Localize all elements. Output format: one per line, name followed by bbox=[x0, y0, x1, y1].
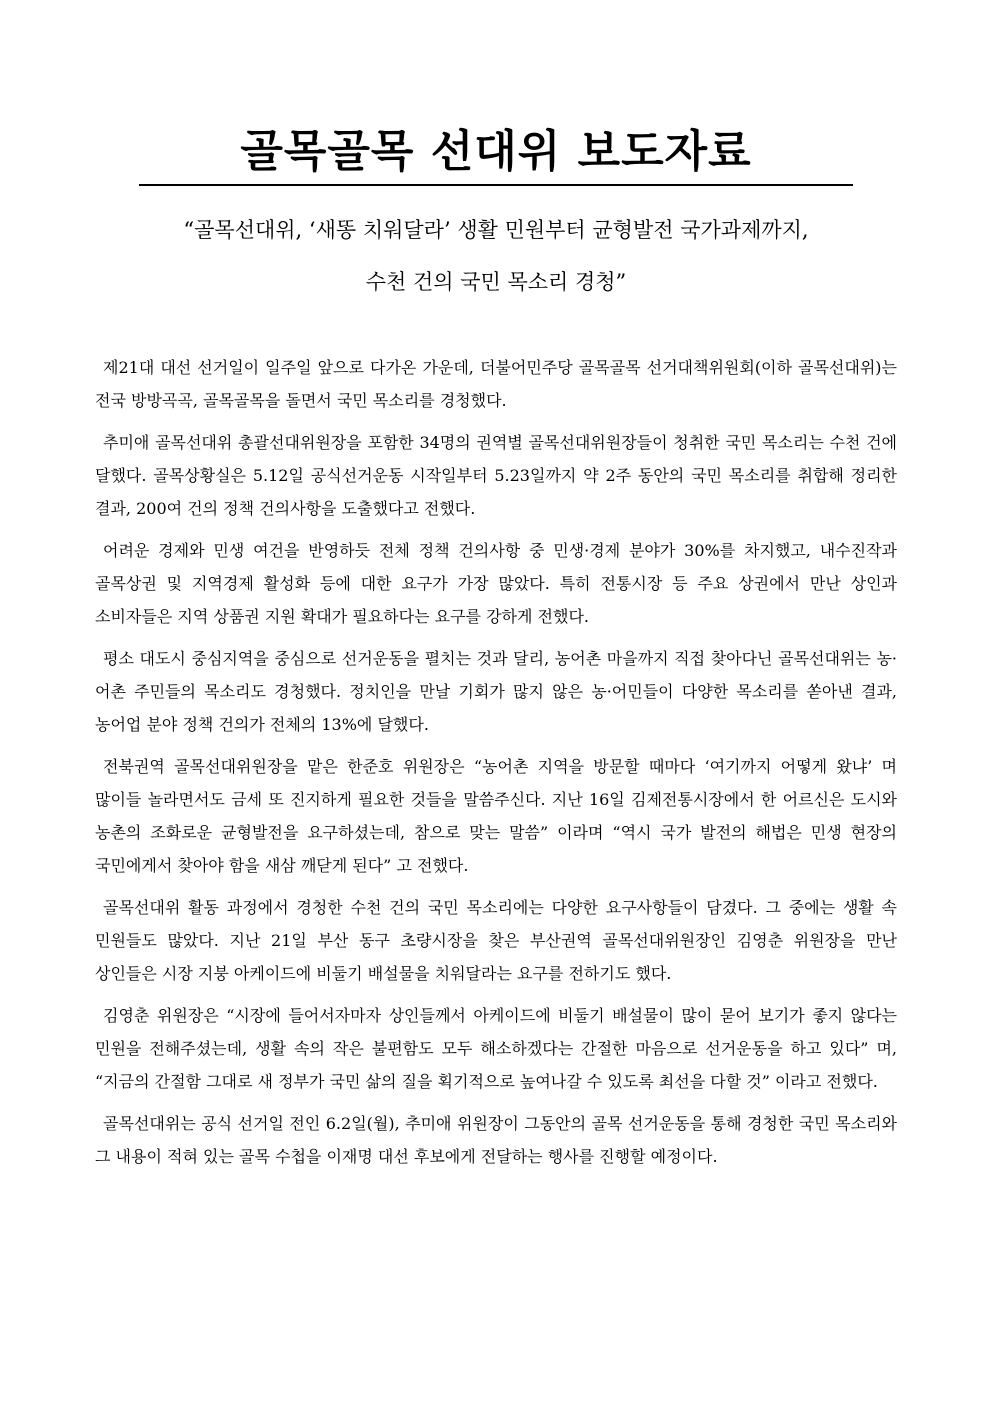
document-title: 골목골목 선대위 보도자료 bbox=[240, 126, 752, 177]
paragraph-4: 평소 대도시 중심지역을 중심으로 선거운동을 펼치는 것과 달리, 농어촌 마을까지 직접 찾아다닌 골목선대위는 농·어촌 주민들의 목소리도 경청했다. 정치인을 만날 기회가 많지 않은 농·어민들이 다양한 목소리를 쏟아낸 결과, 농어업 분야 정책 건의가 전체의 13%에 달했다. bbox=[95, 649, 897, 734]
paragraph-8: 골목선대위는 공식 선거일 전인 6.2일(월), 추미애 위원장이 그동안의 골목 선거운동을 통해 경청한 국민 목소리와 그 내용이 적혀 있는 골목 수첩을 이재명 대선 후보에게 전달하는 행사를 진행할 예정이다. bbox=[95, 1114, 897, 1166]
paragraph-2: 추미애 골목선대위 총괄선대위원장을 포함한 34명의 권역별 골목선대위원장들이 청취한 국민 목소리는 수천 건에 달했다. 골목상황실은 5.12일 공식선거운동 시작일부터 5.23일까지 약 2주 동안의 국민 목소리를 취합해 정리한 결과, 200여 건의 정책 건의사항을 도출했다고 전했다. bbox=[95, 433, 897, 518]
paragraph-5: 전북권역 골목선대위원장을 맡은 한준호 위원장은 “농어촌 지역을 방문할 때마다 ‘여기까지 어떻게 왔냐’ 며 많이들 놀라면서도 금세 또 진지하게 필요한 것들을 말씀주신다. 지난 16일 김제전통시장에서 한 어르신은 도시와 농촌의 조화로운 균형발전을 요구하셨는데, 참으로 맞는 말씀” 이라며 “역시 국가 발전의 해법은 민생 현장의 국민에게서 찾아야 함을 새삼 깨닫게 된다” 고 전했다. bbox=[95, 757, 897, 875]
title-underline bbox=[139, 184, 853, 186]
subtitle-line-1: “골목선대위, ‘새똥 치워달라’ 생활 민원부터 균형발전 국가과제까지, bbox=[183, 218, 809, 242]
body-text bbox=[95, 351, 897, 1182]
paragraph-7: 김영춘 위원장은 “시장에 들어서자마자 상인들께서 아케이드에 비둘기 배설물이 많이 묻어 보기가 좋지 않다는 민원을 전해주셨는데, 생활 속의 작은 불편함도 모두 해소하겠다는 간절한 마음으로 선거운동을 하고 있다” 며, “지금의 간절함 그대로 새 정부가 국민 삶의 질을 획기적으로 높여나갈 수 있도록 최선을 다할 것” 이라고 전했다. bbox=[95, 1006, 897, 1091]
subtitle-line-2: 수천 건의 국민 목소리 경청” bbox=[365, 270, 627, 294]
paragraph-6: 골목선대위 활동 과정에서 경청한 수천 건의 국민 목소리에는 다양한 요구사항들이 담겼다. 그 중에는 생활 속 민원들도 많았다. 지난 21일 부산 동구 초량시장을 찾은 부산권역 골목선대위원장인 김영춘 위원장을 만난 상인들은 시장 지붕 아케이드에 비둘기 배설물을 치워달라는 요구를 전하기도 했다. bbox=[95, 898, 897, 983]
paragraph-1: 제21대 대선 선거일이 일주일 앞으로 다가온 가운데, 더불어민주당 골목골목 선거대책위원회(이하 골목선대위)는 전국 방방곡곡, 골목골목을 돌면서 국민 목소리를 경청했다. bbox=[95, 358, 897, 410]
paragraph-3: 어려운 경제와 민생 여건을 반영하듯 전체 정책 건의사항 중 민생·경제 분야가 30%를 차지했고, 내수진작과 골목상권 및 지역경제 활성화 등에 대한 요구가 가장 많았다. 특히 전통시장 등 주요 상권에서 만난 상인과 소비자들은 지역 상품권 지원 확대가 필요하다는 요구를 강하게 전했다. bbox=[95, 541, 897, 626]
